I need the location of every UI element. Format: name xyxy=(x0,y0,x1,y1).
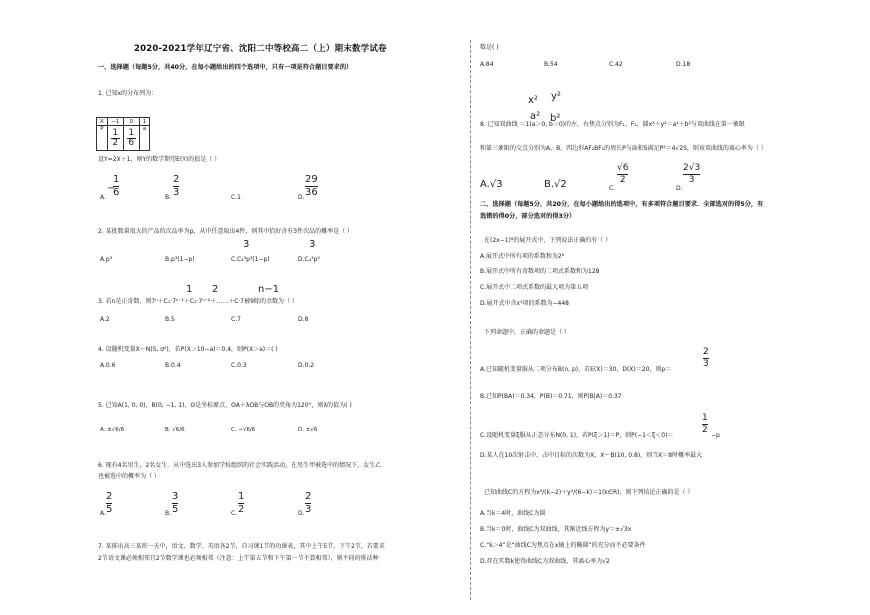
q9-option-d: D.展开式中含x³项的系数为−448 xyxy=(480,300,569,307)
q7-stem-cont: 数是( ) xyxy=(480,44,499,51)
q10-option-c: C.设随机变量ξ服从正态分布N(0, 1)，若P(ξ＞1)＝P，则P(−1＜ξ＜0)＝ xyxy=(480,432,674,439)
frac-den: 6 xyxy=(113,187,120,198)
frac-den: 2 xyxy=(702,425,708,435)
frac-den: 3 xyxy=(173,187,180,198)
q1-option-d-label: D. xyxy=(298,194,305,201)
frac-num: 3 xyxy=(172,491,179,502)
q11-stem: 已知曲线C的方程为x²/(k−2)＋y²/(6−k)＝1(k∈R)，则下列结论正确的是（ ） xyxy=(484,489,694,496)
q2-d-sup: 3 xyxy=(309,239,316,250)
q2-option-c: C.C₄³p³(1−p) xyxy=(231,256,270,263)
table-p-label: P xyxy=(97,126,108,151)
page-title: 2020-2021学年辽宁省、沈阳二中等校高二（上）期末数学试卷 xyxy=(134,44,387,54)
q5-stem: 5. 已知A(1, 0, 0)，B(0, −1, 1)，O是坐标原点，OA＋λOB与OB的夹角为120°，则λ的值为( ) xyxy=(98,402,352,409)
section-2-heading-line1: 二、选择题（每题5分，共20分，在每小题给出的选项中，有多项符合题目要求．全部选对的得5分，有 xyxy=(480,201,764,208)
frac-num: 1 xyxy=(238,491,245,502)
q10-stem: 下列命题中，正确的命题是（ ） xyxy=(484,329,570,336)
table-head-x3: 1 xyxy=(139,118,150,126)
section-1-heading: 一、选择题（每题5分，共40分，在每小题给出的四个选项中，只有一项是符合题目要求的） xyxy=(98,64,353,71)
q3-stem: 3. 若n是正奇数，则7ⁿ＋C₁·7ⁿ⁻¹＋C₂·7ⁿ⁻²＋……＋C·7被9除的余数为（ ） xyxy=(98,298,298,305)
q10-option-a: A.已知随机变量服从二项分布B(n, p)，若E(X)＝30，D(X)＝20，则p＝ xyxy=(480,366,672,373)
q8-x2: x² xyxy=(528,95,538,106)
q4-option-b: B.0.4 xyxy=(165,362,181,369)
q10-option-b: B.已知P(BA)＝0.34，P(B)＝0.71，则P(B|A)＝0.37 xyxy=(480,393,622,400)
q6-option-b-frac xyxy=(172,492,178,515)
column-divider xyxy=(470,40,471,600)
q8-option-c-frac xyxy=(617,164,628,185)
q6-option-c-label: C. xyxy=(231,510,238,517)
q6-stem-line2: 也被选中的概率为（ ） xyxy=(98,473,160,480)
q1-option-a-frac xyxy=(113,175,119,198)
q4-option-c: C.0.3 xyxy=(231,362,247,369)
frac-num: 2 xyxy=(305,491,312,502)
q7-option-c: C.42 xyxy=(609,61,623,68)
frac-num: 2√3 xyxy=(683,163,701,173)
q6-option-a-label: A. xyxy=(100,510,106,517)
q9-option-a: A.展开式中所有项的系数和为2⁸ xyxy=(480,253,565,260)
q8-option-b: B.√2 xyxy=(544,179,567,190)
q4-option-d: D.0.2 xyxy=(298,362,315,369)
frac-num: 2 xyxy=(106,491,113,502)
p1-den: 2 xyxy=(112,137,119,148)
q1-option-b-frac xyxy=(173,175,179,198)
q3-sup-1: 1 xyxy=(186,284,193,295)
frac-den: 3 xyxy=(305,504,312,515)
q5-option-a: A. ±√6/6 xyxy=(100,427,125,433)
q1-option-b-label: B. xyxy=(165,194,172,201)
q6-option-b-label: B. xyxy=(165,510,172,517)
p1-num: 1 xyxy=(112,127,119,138)
frac-num: 2 xyxy=(173,174,180,185)
q2-c-sup: 3 xyxy=(243,239,250,250)
q8-option-d-label: D. xyxy=(676,185,683,192)
q5-option-c: C. −√6/6 xyxy=(231,427,256,433)
q3-option-d: D.8 xyxy=(298,316,309,323)
q2-option-d: D.C₄³p³ xyxy=(298,256,320,263)
table-p1 xyxy=(107,126,123,151)
frac-num: 29 xyxy=(305,174,318,185)
q2-option-a: A.p³ xyxy=(100,256,113,263)
q3-option-a: A.2 xyxy=(100,316,110,323)
frac-den: 5 xyxy=(172,504,179,515)
q8-y2: y² xyxy=(551,91,561,102)
table-p2 xyxy=(123,126,139,151)
q1-stem: 1. 已知x的分布列为： xyxy=(98,90,158,97)
q3-option-c: C.7 xyxy=(231,316,241,323)
q11-option-c: C.“k＞4”是“曲线C为焦点在x轴上的椭圆”的充分而不必要条件 xyxy=(480,542,646,549)
q9-option-c: C.展开式中二项式系数的最大项为第五项 xyxy=(480,284,589,291)
q1-option-a-sign: − xyxy=(107,183,116,194)
frac-den: 36 xyxy=(305,187,318,198)
q6-option-a-frac xyxy=(106,492,112,515)
frac-num: 1 xyxy=(113,174,120,185)
q8-a2: a² xyxy=(530,111,541,122)
q1-after: 设Y=2X＋1，则Y的数学期望E(Y)的值是（ ） xyxy=(98,156,221,163)
q1-option-c: C.1 xyxy=(231,194,241,201)
q7-stem-line2: 2节语文课必须相邻且2节数学课也必须相邻（注意：上午第五节和下午第一节不算相邻），则不同的排法种 xyxy=(98,555,379,562)
frac-den: 5 xyxy=(106,504,113,515)
table-head-x1: −1 xyxy=(107,118,123,126)
q7-option-a: A.84 xyxy=(480,61,494,68)
q8-stem-line1: 8. 已知双曲线 ＝1(a＞0, b＞0)的左、右焦点分别为F₁、F₂，圆x²＋y²＝a²＋b²与双曲线在第一象限 xyxy=(480,121,745,128)
q6-stem-line1: 6. 现有4名男生，2名女生．从中选出3人参加学校组织的社会实践活动，在男生甲被选中的情况下，女生乙 xyxy=(98,462,382,469)
q10-a-frac xyxy=(703,348,709,369)
q10-c-frac xyxy=(702,414,708,435)
q4-stem: 4. 设随机变量X～N(5, σ²)，若P(X＞10−a)＝0.4，则P(X＞a)＝( ) xyxy=(98,346,278,353)
q11-option-a: A.当k＝4时，曲线C为圆 xyxy=(480,510,546,517)
frac-den: 3 xyxy=(688,175,695,185)
q2-stem: 2. 某批数量很大的产品的次品率为p，从中任意取出4件，则其中恰好含有3件次品的概率是（ ） xyxy=(98,228,353,235)
q7-option-d: D.18 xyxy=(676,61,691,68)
frac-den: 2 xyxy=(619,175,626,185)
q5-option-d: D. ±√6 xyxy=(298,427,318,433)
q5-option-b: B. √6/6 xyxy=(165,427,185,433)
p2-num: 1 xyxy=(128,127,135,138)
q11-option-d: D.存在实数k使得曲线C为双曲线，其离心率为√2 xyxy=(480,558,610,565)
q7-stem-line1: 7. 某排出高三某班一天中，语文、数学、英语各2节，自习课1节的功课表，其中上午5节，下午2节，若要求 xyxy=(98,543,385,550)
q4-option-a: A.0.6 xyxy=(100,362,116,369)
q1-distribution-table xyxy=(96,117,150,151)
q2-option-b: B.p³(1−p) xyxy=(165,256,195,263)
q8-option-d-frac xyxy=(683,164,700,185)
table-p3: a xyxy=(139,126,150,151)
q6-option-d-label: D. xyxy=(298,510,305,517)
q8-option-a: A.√3 xyxy=(480,179,503,190)
q8-option-c-label: C. xyxy=(609,185,616,192)
q6-option-d-frac xyxy=(305,492,311,515)
q3-sup-2: 2 xyxy=(212,284,219,295)
frac-num: 1 xyxy=(702,413,708,423)
q10-option-c-tail: −p xyxy=(711,432,720,439)
frac-den: 3 xyxy=(703,359,709,369)
q8-b2: b² xyxy=(550,113,561,124)
frac-num: √6 xyxy=(617,163,629,173)
q11-option-b: B.当k＝0时，曲线C为双曲线，其渐近线方程为y＝±√3x xyxy=(480,526,632,533)
table-head-x2: 0 xyxy=(123,118,139,126)
q9-stem: 在(2x−1)⁸的展开式中，下列说法正确的有（ ） xyxy=(484,237,612,244)
q8-stem-line2: 和第三象限的交点分别为A，B，四边形AF₂BF₁的周长P与面积S满足P²＝4√2S，则该双曲线的离心率为（ ） xyxy=(480,145,767,152)
p2-den: 6 xyxy=(128,137,135,148)
q1-option-a-label: A. xyxy=(100,194,106,201)
q6-option-c-frac xyxy=(238,492,244,515)
table-head-x: X xyxy=(97,118,108,126)
q1-option-d-frac xyxy=(305,175,318,198)
q9-option-b: B.展开式中所有奇数项的二项式系数和为128 xyxy=(480,268,600,275)
q10-option-d: D.某人在10次射击中，击中目标的次数为X，X～B(10, 0.8)，则当X＝8时概率最大 xyxy=(480,452,703,459)
q7-option-b: B.54 xyxy=(544,61,558,68)
section-2-heading-line2: 选错的得0分，部分选对的得3分） xyxy=(480,213,576,220)
frac-num: 2 xyxy=(703,347,709,357)
q3-option-b: B.5 xyxy=(165,316,175,323)
q3-sup-3: n−1 xyxy=(258,284,280,295)
frac-den: 2 xyxy=(238,504,245,515)
